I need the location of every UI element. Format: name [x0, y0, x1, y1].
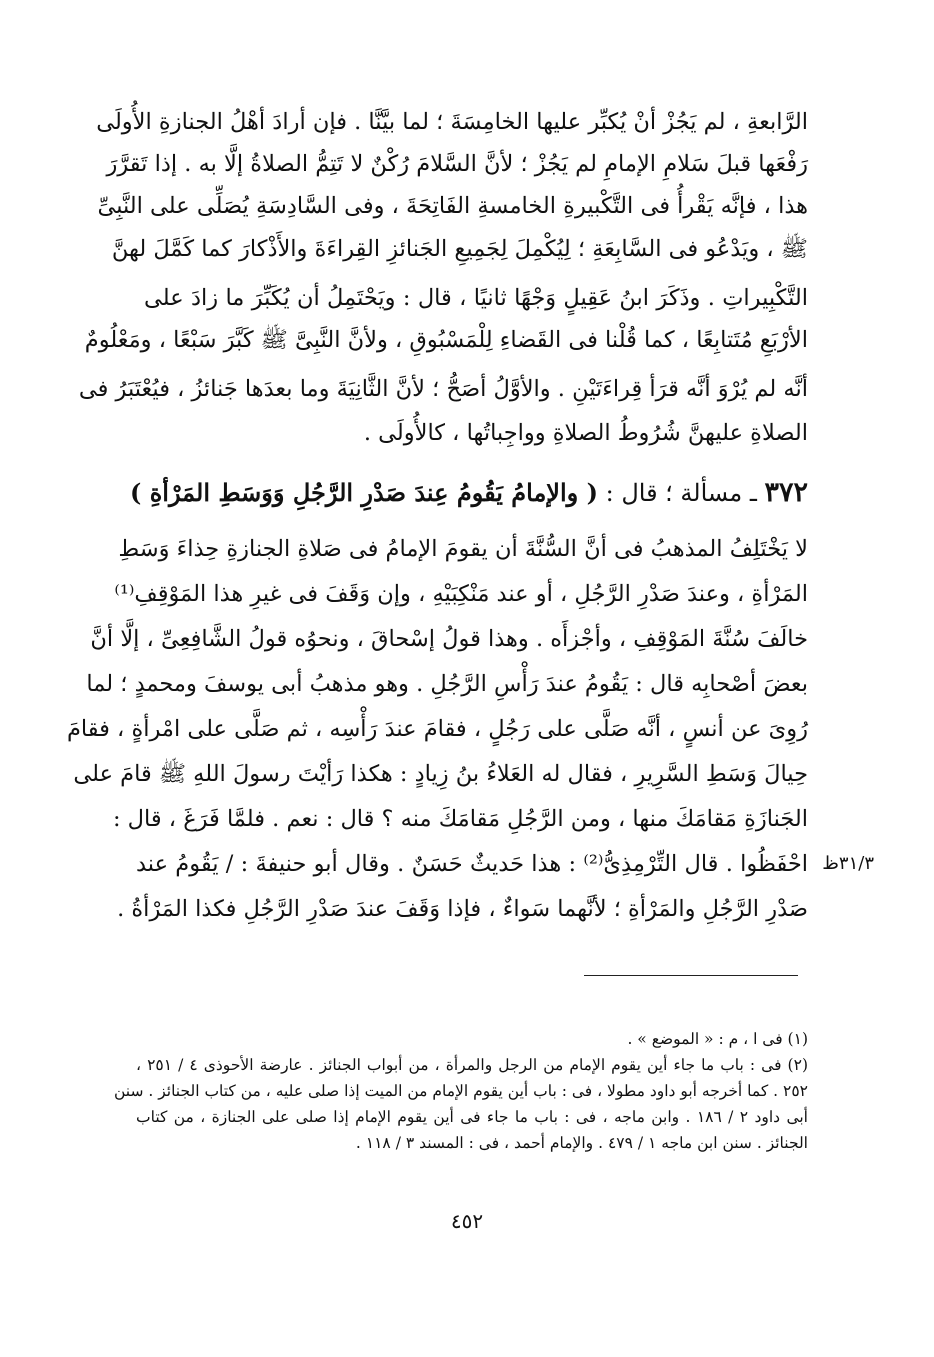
footnote-separator	[584, 975, 798, 976]
text-line: الرَّابعةِ ، لم يَجُزْ أنْ يُكبِّر عليها الخامِسَةَ ؛ لما بيَّنَّا . فإن أرادَ أهْلُ الجنازةِ الأُولَى	[96, 109, 808, 135]
text-line: بعضَ أصْحابِه قال : يَقُومُ عندَ رَأْسِ الرَّجُلِ . وهو مذهبُ أبى يوسفَ ومحمدٍ ؛ لما	[86, 671, 808, 697]
text-line: احْفَظُوا . قال التِّرْمِذِىُّ⁽²⁾ : هذا حَديثٌ حَسَنٌ . وقال أبو حنيفةَ : / يَقُومُ عند	[136, 851, 808, 877]
page-number: ٤٥٢	[450, 1209, 484, 1233]
text-line: المَرْأةِ ، وعندَ صَدْرِ الرَّجُلِ ، أو عند مَنْكِبَيْهِ ، وإن وَقَفَ فى غيرِ هذا المَوْقِفِ⁽¹⁾	[114, 581, 808, 607]
heading-quote: ( والإمامُ يَقُومُ عِندَ صَدْرِ الرَّجُلِ وَوَسَطِ المَرْأةِ )	[129, 478, 598, 507]
text-line: رُوِىَ عن أنسٍ ، أنَّه صَلَّى على رَجُلٍ ، فقامَ عندَ رَأْسِه ، ثم صَلَّى على امْرأةٍ ، فقامَ	[66, 716, 808, 742]
section-number: ٣٧٢	[764, 477, 808, 508]
text-line: رَفْعَها قبلَ سَلامِ الإمامِ لم يَجُزْ ؛ لأنَّ السَّلامَ رُكْنٌ لا تَتِمُّ الصلاةُ إلَّا به . إذا تَقرَّرَ	[106, 151, 808, 177]
text-line: خالَفَ سُنَّةَ المَوْقِفِ ، وأجْزأَه . وهذا قولُ إسْحاقَ ، ونحوُه قولُ الشَّافِعِىِّ ، إلَّا أنَّ	[90, 626, 808, 652]
section-heading	[129, 470, 808, 516]
text-line: الصلاةِ عليهنَّ شُرُوطُ الصلاةِ وواجِباتُها ، كالأُولَى .	[363, 420, 808, 446]
heading-intro: مسألة ؛ قال :	[597, 479, 743, 507]
footnote-line: الجنائز . سنن ابن ماجه ١ / ٤٧٩ . والإمام أحمد ، فى : المسند ٣ / ١١٨ .	[355, 1134, 808, 1152]
text-line: التَّكْبِيراتِ . وذَكَرَ ابنُ عَقِيلٍ وَجْهًا ثانيًا ، قال : ويَحْتَمِلُ أن يُكَبِّرَ ما زادَ على	[144, 285, 808, 311]
footnote-line: (٢) فى : باب ما جاء أين يقوم الإمام من الرجل والمرأة ، من أبواب الجنائز . عارضة الأحوذى ٤ / ٢٥١ ،	[136, 1056, 808, 1074]
text-line: لا يَخْتَلِفُ المذهبُ فى أنَّ السُّنَّةَ أن يقومَ الإمامُ فى صَلاةِ الجنازةِ حِذاءَ وَسَطِ	[118, 536, 808, 562]
text-line: صَدْرِ الرَّجُلِ والمَرْأةِ ؛ لأنَّهما سَواءٌ ، فإذا وَقَفَ عندَ صَدْرِ الرَّجُلِ فكذا المَرْأةُ .	[117, 896, 808, 922]
text-line: أنَّه لم يُرْوَ أنَّه قرَأ قِراءَتَيْنِ . والأوَّلُ أصَحُّ ؛ لأنَّ الثَّانِيَةَ وما بعدَها جَنائزُ ، فيُعْتَبَرُ فى	[78, 376, 808, 402]
text-line: الأرْبَعِ مُتَتابِعًا ، كما قُلْنا فى القَضاءِ لِلْمَسْبُوقِ ، ولأنَّ النَّبِىَّ ﷺ كَبَّرَ سَبْعًا ، ومَعْلُومٌ	[84, 327, 808, 353]
margin-reference: ٣١/٣ظ	[822, 853, 874, 874]
text-line: الجَنازَةِ مَقامَكَ منها ، ومن الرَّجُلِ مَقامَكَ منه ؟ قال : نعم . فلمَّا فَرَغَ ، قال :	[112, 806, 808, 832]
footnote-line: ٢٥٢ . كما أخرجه أبو داود مطولا ، فى : باب أين يقوم الإمام من الميت إذا صلى عليه ، من كتاب الجنائز . سنن	[113, 1082, 808, 1100]
footnote-line: أبى داود ٢ / ١٨٦ . وابن ماجه ، فى : باب ما جاء فى أين يقوم الإمام إذا صلى على الجنازة ، من كتاب	[136, 1108, 808, 1126]
text-line: ﷺ ، ويَدْعُو فى السَّابِعَةِ ؛ لِيُكْمِلَ لِجَمِيعِ الجَنائزِ القِراءَةَ والأَذْكارَ كما كَمَّلَ لهنَّ	[111, 236, 808, 262]
footnote-line: (١) فى ا ، م : « الموضع » .	[627, 1030, 808, 1048]
heading-dash: ـ	[742, 479, 765, 507]
text-line: هذا ، فإنَّه يَقْرأُ فى التَّكْبيرةِ الخامسةِ الفَاتِحَةَ ، وفى السَّادِسَةِ يُصَلِّى على النَّبِىِّ	[97, 193, 808, 219]
text-line: حِيالَ وَسَطِ السَّرِيرِ ، فقال له العَلاءُ بنُ زِيادٍ : هكذا رَأيْتَ رسولَ اللهِ ﷺ قامَ على	[73, 761, 808, 787]
